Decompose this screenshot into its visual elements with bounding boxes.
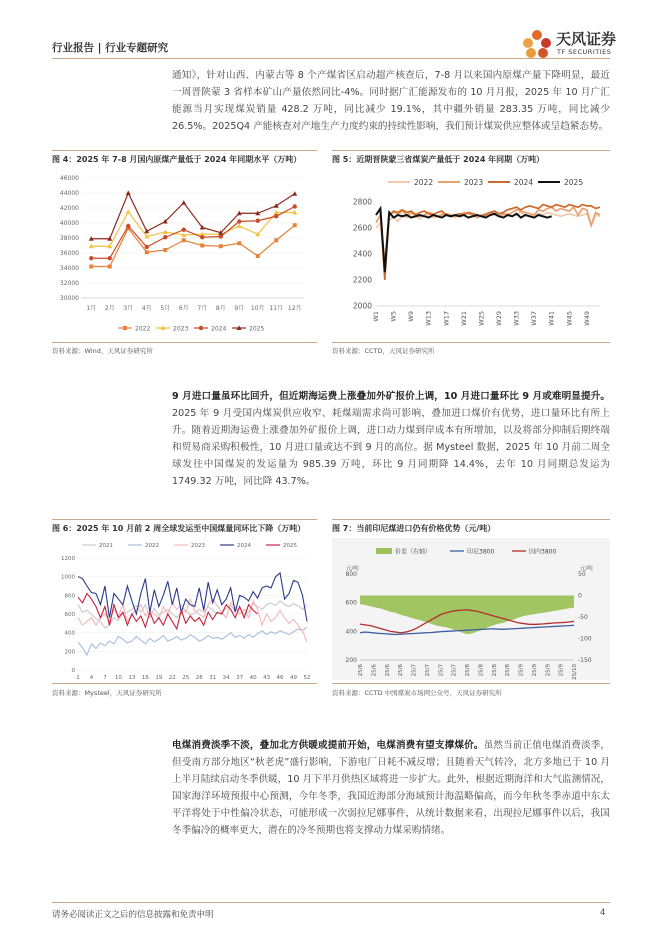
header-divider <box>52 58 610 59</box>
fig4-series-2024-point <box>256 219 260 223</box>
fig5-ytick: 2800 <box>352 197 372 207</box>
fig6-series-2022-line <box>78 627 307 655</box>
fig4-legend-label: 2023 <box>173 325 189 333</box>
fig7-xtick: 25/6 <box>398 664 405 677</box>
fig6-xtick: 16 <box>141 675 149 680</box>
fig7-top-rule <box>332 519 610 520</box>
fig5-series-2022-line <box>376 212 600 273</box>
paragraph-supply: 通知》，针对山西、内蒙古等 8 个产煤省区启动超产核查后，7-8 月以来国内原煤产量下降明显，最近一周晋陕蒙 3 省样本矿山产量依然同比-4%。同时据广汇能源发布的 10 月月报，2025 年 10 月广汇能源当月实现煤炭销量 428.2 万吨，同比减少 19.1%，其中疆外销量 283.35 万吨，同比减少 26.5%。2025Q4 产能核查对产地生产力度约束的持续性影响，我们预计煤炭供应整体或呈趋紧态势。 <box>172 70 610 132</box>
fig7-xtick: 25/6 <box>384 664 391 677</box>
fig4-ytick: 32000 <box>59 280 79 287</box>
fig4-bottom-rule <box>52 342 317 343</box>
fig6-ytick: 800 <box>64 593 75 600</box>
fig4-series-2024-point <box>219 234 223 238</box>
fig6-xtick: 43 <box>263 675 271 680</box>
fig6-xtick: 13 <box>128 675 136 680</box>
fig6-bottom-rule <box>52 683 317 684</box>
logo-text: 天风证券 <box>556 30 617 48</box>
fig6-xtick: 37 <box>236 675 244 680</box>
fig4-source: 资料来源：Wind、天风证券研究所 <box>52 347 153 355</box>
fig6-ytick: 1000 <box>61 574 75 581</box>
fig7-xtick: 25/6 <box>358 664 364 677</box>
fig7-yleft-tick: 400 <box>345 628 357 636</box>
fig7-legend-label-domestic: 国内3800 <box>529 548 557 556</box>
fig4-series-2022-point <box>274 238 278 242</box>
fig4-series-2022-point <box>256 254 260 258</box>
fig5-xtick: W17 <box>442 311 451 326</box>
fig5-xtick: W49 <box>582 311 591 326</box>
fig6-source: 资料来源：Mysteel，天风证券研究所 <box>52 689 162 697</box>
fig7-xtick: 25/7 <box>424 664 431 677</box>
fig4-xtick: 6月 <box>178 305 189 312</box>
fig7-yright-tick: 0 <box>578 592 582 600</box>
fig7-xtick: 25/8 <box>491 664 498 677</box>
fig6-ytick: 200 <box>64 649 75 656</box>
fig4-ytick: 46000 <box>59 175 79 182</box>
fig5-legend-label: 2023 <box>464 178 484 187</box>
fig6-xtick: 49 <box>290 675 298 680</box>
fig4-ytick: 44000 <box>59 190 79 197</box>
fig5-xtick: W45 <box>565 311 574 326</box>
fig6-legend-label: 2024 <box>237 543 251 549</box>
fig7-legend-swatch-spread <box>376 548 392 554</box>
fig7-xtick: 25/7 <box>451 664 458 677</box>
fig4-xtick: 10月 <box>250 305 265 312</box>
fig5-ytick: 2600 <box>352 223 372 233</box>
fig7-yleft-label: 元/吨 <box>346 566 359 572</box>
fig6-xtick: 34 <box>222 675 230 680</box>
fig6-ytick: 1200 <box>61 556 75 562</box>
fig4-series-2025-line <box>91 193 295 239</box>
fig4-title: 图 4：2025 年 7-8 月国内原煤产量低于 2024 年同期水平（万吨） <box>52 155 302 164</box>
fig5-bottom-rule <box>332 342 610 343</box>
fig4-xtick: 4月 <box>141 305 152 312</box>
fig4-ytick: 40000 <box>59 220 79 227</box>
fig7-title: 图 7：当前印尼煤进口仍有价格优势（元/吨） <box>332 524 496 533</box>
report-header: 行业报告 | 行业专题研究 <box>52 42 169 54</box>
fig7-xtick: 25/10 <box>572 664 578 680</box>
fig4-series-2022-point <box>145 250 149 254</box>
fig7-xtick: 25/8 <box>465 664 471 677</box>
fig4-series-2024-point <box>89 256 93 260</box>
fig7-xtick: 25/7 <box>411 664 418 677</box>
fig4-series-2024-point <box>274 214 278 218</box>
fig4-series-2022-point <box>108 265 112 269</box>
fig4-series-2022-point <box>200 244 204 248</box>
fig6-legend-label: 2023 <box>191 543 205 549</box>
fig7-source: 资料来源：CCTD 中国煤炭市场网公众号，天风证券研究所 <box>332 689 502 697</box>
fig5-xtick: W25 <box>477 311 486 326</box>
page-number: 4 <box>600 908 606 918</box>
fig6-xtick: 22 <box>168 675 176 680</box>
paragraph-consumption: 电煤消费淡季不淡，叠加北方供暖或提前开始，电煤消费有望支撑煤价。虽然当前正值电煤消费淡季，但受南方部分地区“秋老虎”盛行影响，下游电厂日耗不减反增；且随着天气转冷，北方多地已于 10 月上半月陆续启动冬季供暖，10 月下半月供热区域将进一步扩大。此外，根据近期海洋和大气监测情况，国家海洋环境预报中心预测，今年冬季，我国近海部分海域预计海温略偏高，而今年秋冬季赤道中东太平洋将处于中性偏冷状态，可能形成一次弱拉尼娜事件，从统计数据来看，出现拉尼娜事件以后，我国冬季偏冷的概率更大，潜在的冷冬预期也将支撑动力煤采购情绪。 <box>172 740 611 836</box>
fig6-ytick: 600 <box>64 612 75 618</box>
fig7-yright-label: 元/吨 <box>580 566 593 572</box>
fig5-xtick: W1 <box>372 311 380 322</box>
fig4-series-2024-point <box>108 256 112 260</box>
fig4-legend-label: 2024 <box>211 325 227 333</box>
fig4-ytick: 30000 <box>59 295 79 302</box>
fig5-xtick: W9 <box>407 311 416 322</box>
fig4-xtick: 3月 <box>123 305 134 312</box>
fig6-xtick: 40 <box>249 675 257 680</box>
fig7-legend-label-indo: 印尼3800 <box>467 548 495 556</box>
company-logo <box>520 24 630 68</box>
fig6-legend-label: 2021 <box>99 543 113 549</box>
fig4-series-2024-point <box>145 245 149 249</box>
fig6-xtick: 10 <box>114 675 122 680</box>
fig7-yleft-tick: 200 <box>345 657 357 664</box>
fig4-series-2025-point <box>126 190 131 195</box>
fig6-xtick: 46 <box>276 675 284 680</box>
fig5-xtick: W21 <box>459 311 468 326</box>
fig7-chart <box>332 538 610 680</box>
fig6-xtick: 28 <box>195 675 203 680</box>
fig5-xtick: W37 <box>530 311 539 326</box>
fig4-chart <box>52 168 317 340</box>
fig7-yleft-tick: 800 <box>345 571 357 578</box>
fig4-legend-marker <box>123 326 127 330</box>
fig4-xtick: 2月 <box>104 305 115 312</box>
fig6-chart <box>52 538 317 680</box>
fig4-xtick: 1月 <box>86 305 97 312</box>
fig5-series-2025-line <box>376 209 552 273</box>
fig4-series-2022-point <box>163 248 167 252</box>
fig7-xtick: 25/9 <box>531 664 538 677</box>
fig4-xtick: 5月 <box>160 305 171 312</box>
fig4-series-2023-point <box>237 223 242 228</box>
fig6-top-rule <box>52 519 317 520</box>
fig4-xtick: 9月 <box>234 305 245 312</box>
fig6-xtick: 7 <box>103 675 107 680</box>
fig5-top-rule <box>332 150 610 151</box>
fig6-ytick: 0 <box>71 668 75 674</box>
paragraph-imports: 9 月进口量虽环比回升，但近期海运费上涨叠加外矿报价上调，10 月进口量环比 9 月或难明显提升。2025 年 9 月受国内煤炭供应收窄、耗煤端需求尚可影响，叠加进口煤价有优势，进口量环比有所上升。随着近期海运费上涨叠加外矿报价上调，进口动力煤到岸成本有所增加，以及将部分抑制后期终端和贸易商采购积极性，10 月进口量或达不到 9 月的高位。据 Mysteel 数据，2025 年 10 月前二周全球发往中国煤炭的发运量为 985.39 万吨，环比 9 月同期降 14.4%，去年 10 月同期总发运为 1749.32 万吨，同比降 43.7%。 <box>172 391 610 487</box>
fig4-top-rule <box>52 150 317 151</box>
fig5-legend-label: 2024 <box>514 178 534 187</box>
fig5-xtick: W13 <box>424 311 433 326</box>
fig4-ytick: 34000 <box>59 265 79 272</box>
fig4-series-2022-line <box>91 225 295 266</box>
fig6-legend-label: 2025 <box>283 543 297 549</box>
fig4-legend-label: 2022 <box>135 325 151 333</box>
fig5-xtick: W41 <box>547 311 556 326</box>
fig4-legend-marker <box>199 326 203 330</box>
fig6-xtick: 31 <box>209 675 217 680</box>
fig7-xtick: 25/8 <box>478 664 485 677</box>
fig4-xtick: 12月 <box>287 305 302 312</box>
fig4-series-2022-point <box>237 241 241 245</box>
footer-divider <box>52 902 610 903</box>
fig4-series-2022-point <box>219 244 223 248</box>
fig5-legend-label: 2025 <box>564 178 584 187</box>
fig4-xtick: 8月 <box>215 305 226 312</box>
fig6-series-2025-line <box>78 593 258 628</box>
fig7-bottom-rule <box>332 683 610 684</box>
fig5-ytick: 2000 <box>352 301 372 311</box>
fig6-ytick: 400 <box>64 630 75 637</box>
fig7-yright-tick: -50 <box>578 614 588 621</box>
fig5-xtick: W5 <box>389 311 398 322</box>
fig6-xtick: 1 <box>76 675 80 680</box>
fig6-xtick: 4 <box>89 675 94 680</box>
fig4-series-2022-point <box>293 223 297 227</box>
fig5-ytick: 2400 <box>352 249 372 259</box>
fig4-series-2024-point <box>293 204 297 208</box>
fig6-xtick: 19 <box>155 675 163 680</box>
fig6-title: 图 6：2025 年 10 月前 2 周全球发运至中国煤量同环比下降（万吨） <box>52 524 306 533</box>
fig4-ytick: 36000 <box>59 250 79 257</box>
fig7-yright-tick: -150 <box>578 657 592 664</box>
fig4-series-2025-point <box>181 200 186 205</box>
fig5-ytick: 2200 <box>352 275 372 285</box>
fig4-xtick: 7月 <box>197 305 208 312</box>
fig4-series-2025-point <box>274 203 279 208</box>
fig4-series-2023-point <box>126 209 131 214</box>
fig7-yleft-tick: 600 <box>345 599 357 607</box>
fig5-title: 图 5：近期晋陕蒙三省煤炭产量低于 2024 年同期（万吨） <box>332 155 545 164</box>
fig7-xtick: 25/9 <box>558 664 565 677</box>
fig7-xtick: 25/7 <box>438 664 445 677</box>
footer-disclaimer: 请务必阅读正文之后的信息披露和免责申明 <box>52 910 214 920</box>
fig7-yright-tick: 50 <box>578 571 586 578</box>
fig4-series-2022-point <box>182 238 186 242</box>
fig5-source: 资料来源：CCTD，天风证券研究所 <box>332 347 435 355</box>
fig4-legend-label: 2025 <box>249 325 265 333</box>
fig4-series-2024-point <box>182 228 186 232</box>
fig4-series-2024-point <box>126 224 130 228</box>
fig4-series-2024-point <box>237 219 241 223</box>
fig6-xtick: 52 <box>303 675 311 680</box>
fig7-legend-label-spread: 价差（右轴） <box>395 548 432 556</box>
fig7-xtick: 25/8 <box>505 664 512 677</box>
fig7-yright-tick: -100 <box>578 635 592 643</box>
fig5-chart <box>332 168 610 340</box>
logo-mark-icon <box>520 28 554 62</box>
fig4-series-2025-point <box>292 191 297 196</box>
fig7-xtick: 25/9 <box>518 664 525 677</box>
fig4-series-2022-point <box>89 265 93 269</box>
fig7-xtick: 25/9 <box>545 664 552 677</box>
fig4-ytick: 38000 <box>59 235 79 242</box>
logo-subtext: TF SECURITIES <box>557 48 612 56</box>
fig6-xtick: 25 <box>182 675 190 680</box>
fig4-ytick: 42000 <box>59 205 79 212</box>
fig6-legend-label: 2022 <box>145 543 159 549</box>
fig7-xtick: 25/6 <box>371 664 378 677</box>
fig5-xtick: W29 <box>494 311 503 326</box>
fig4-series-2024-point <box>163 235 167 239</box>
fig4-series-2024-point <box>200 235 204 239</box>
fig5-legend-label: 2022 <box>414 178 434 187</box>
fig5-xtick: W33 <box>512 311 521 326</box>
fig4-xtick: 11月 <box>269 305 284 312</box>
